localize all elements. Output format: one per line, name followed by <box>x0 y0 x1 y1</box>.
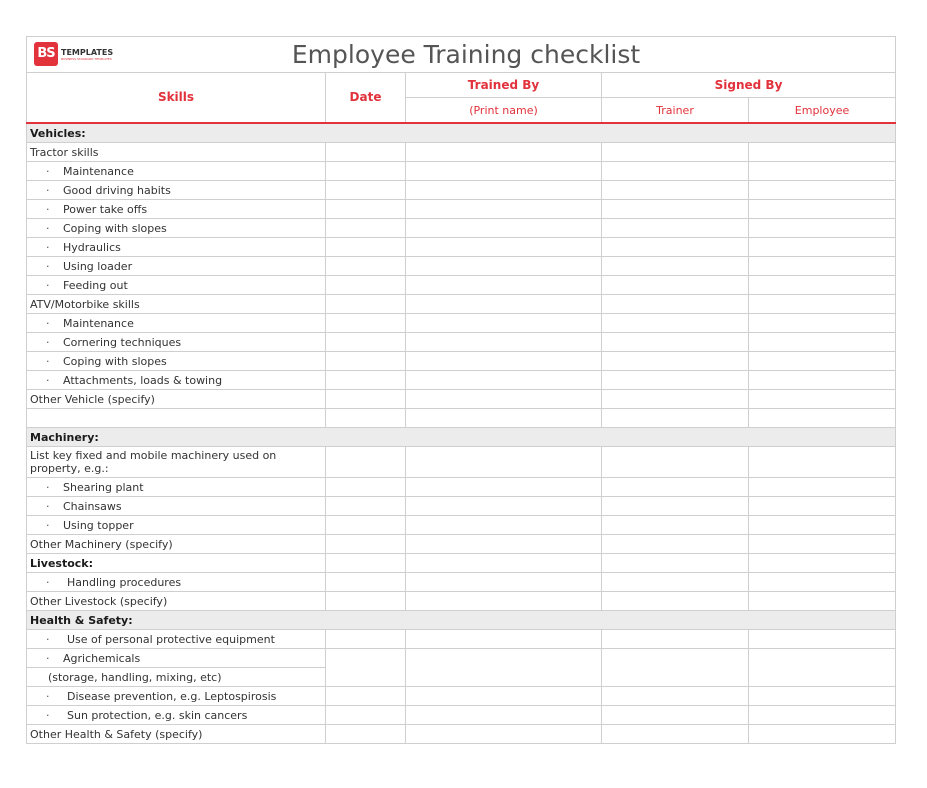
trained-by-cell[interactable] <box>406 649 602 687</box>
skill-label: Other Health & Safety (specify) <box>27 725 326 744</box>
date-cell[interactable] <box>326 200 406 219</box>
date-cell[interactable] <box>326 573 406 592</box>
trained-by-cell[interactable] <box>406 516 602 535</box>
bullet-icon: · <box>46 651 50 665</box>
trained-by-cell[interactable] <box>406 706 602 725</box>
employee-sign-cell[interactable] <box>749 409 896 428</box>
employee-sign-cell[interactable] <box>749 295 896 314</box>
trained-by-cell[interactable] <box>406 687 602 706</box>
trained-by-cell[interactable] <box>406 162 602 181</box>
table-row <box>27 725 896 744</box>
skill-label: List key fixed and mobile machinery used on property, e.g.: <box>27 447 326 478</box>
title-cell <box>27 37 896 73</box>
trainer-sign-cell[interactable] <box>602 276 749 295</box>
table-row <box>27 478 896 497</box>
date-cell[interactable] <box>326 649 406 687</box>
bullet-icon: · <box>46 335 50 349</box>
header-employee: Employee <box>749 98 896 124</box>
trained-by-cell[interactable] <box>406 535 602 554</box>
section-row-machinery <box>27 428 896 447</box>
date-cell[interactable] <box>326 447 406 478</box>
employee-sign-cell[interactable] <box>749 687 896 706</box>
section-label: Vehicles: <box>27 123 896 143</box>
trainer-sign-cell[interactable] <box>602 314 749 333</box>
trainer-sign-cell[interactable] <box>602 257 749 276</box>
employee-sign-cell[interactable] <box>749 143 896 162</box>
table-row <box>27 257 896 276</box>
date-cell[interactable] <box>326 257 406 276</box>
trainer-sign-cell[interactable] <box>602 687 749 706</box>
trainer-sign-cell[interactable] <box>602 592 749 611</box>
section-row-health-safety <box>27 611 896 630</box>
employee-sign-cell[interactable] <box>749 390 896 409</box>
employee-sign-cell[interactable] <box>749 447 896 478</box>
table-row <box>27 219 896 238</box>
date-cell[interactable] <box>326 219 406 238</box>
skill-label: Coping with slopes <box>63 221 167 235</box>
skill-label: Power take offs <box>63 202 148 216</box>
skill-label: Coping with slopes <box>63 354 167 368</box>
employee-sign-cell[interactable] <box>749 725 896 744</box>
page-title: Employee Training checklist <box>291 40 641 69</box>
table-row <box>27 162 896 181</box>
bullet-icon: · <box>46 202 50 216</box>
trainer-sign-cell[interactable] <box>602 200 749 219</box>
bullet-icon: · <box>46 708 50 722</box>
section-label: Machinery: <box>27 428 896 447</box>
date-cell[interactable] <box>326 554 406 573</box>
header-signed-by: Signed By <box>602 73 896 98</box>
employee-sign-cell[interactable] <box>749 478 896 497</box>
table-row <box>27 143 896 162</box>
trained-by-cell[interactable] <box>406 352 602 371</box>
trainer-sign-cell[interactable] <box>602 333 749 352</box>
trained-by-cell[interactable] <box>406 447 602 478</box>
skill-label: Using topper <box>63 518 134 532</box>
employee-sign-cell[interactable] <box>749 592 896 611</box>
skill-label: Cornering techniques <box>63 335 182 349</box>
employee-sign-cell[interactable] <box>749 219 896 238</box>
skill-label: Other Livestock (specify) <box>27 592 326 611</box>
date-cell[interactable] <box>326 162 406 181</box>
skill-label: Tractor skills <box>27 143 326 162</box>
bullet-icon: · <box>46 518 50 532</box>
trained-by-cell[interactable] <box>406 238 602 257</box>
employee-sign-cell[interactable] <box>749 238 896 257</box>
date-cell[interactable] <box>326 535 406 554</box>
employee-sign-cell[interactable] <box>749 276 896 295</box>
table-row <box>27 276 896 295</box>
trained-by-cell[interactable] <box>406 257 602 276</box>
bullet-icon: · <box>46 480 50 494</box>
skill-label: Maintenance <box>63 164 134 178</box>
skill-blank-cell[interactable] <box>27 409 326 428</box>
table-row <box>27 649 896 668</box>
date-cell[interactable] <box>326 497 406 516</box>
trained-by-cell[interactable] <box>406 219 602 238</box>
trainer-sign-cell[interactable] <box>602 516 749 535</box>
trained-by-cell[interactable] <box>406 200 602 219</box>
employee-sign-cell[interactable] <box>749 535 896 554</box>
table-row <box>27 390 896 409</box>
table-row <box>27 630 896 649</box>
trainer-sign-cell[interactable] <box>602 649 749 687</box>
trainer-sign-cell[interactable] <box>602 238 749 257</box>
date-cell[interactable] <box>326 592 406 611</box>
skill-label: Good driving habits <box>63 183 171 197</box>
date-cell[interactable] <box>326 295 406 314</box>
employee-sign-cell[interactable] <box>749 333 896 352</box>
table-row <box>27 497 896 516</box>
table-row <box>27 314 896 333</box>
employee-sign-cell[interactable] <box>749 200 896 219</box>
trained-by-cell[interactable] <box>406 295 602 314</box>
skill-label: Maintenance <box>63 316 134 330</box>
table-row <box>27 516 896 535</box>
section-label: Livestock: <box>27 554 326 573</box>
table-row <box>27 200 896 219</box>
date-cell[interactable] <box>326 478 406 497</box>
table-row <box>27 592 896 611</box>
bullet-icon: · <box>46 575 50 589</box>
employee-sign-cell[interactable] <box>749 162 896 181</box>
logo-mark: BS <box>34 42 58 66</box>
trainer-sign-cell[interactable] <box>602 554 749 573</box>
employee-sign-cell[interactable] <box>749 554 896 573</box>
bullet-icon: · <box>46 373 50 387</box>
logo-tagline: BUSINESS STANDARD TEMPLATES <box>61 56 112 61</box>
table-row <box>27 447 896 478</box>
table-row <box>27 687 896 706</box>
skill-label: Attachments, loads & towing <box>63 373 223 387</box>
trained-by-cell[interactable] <box>406 478 602 497</box>
employee-sign-cell[interactable] <box>749 630 896 649</box>
table-row <box>27 352 896 371</box>
trainer-sign-cell[interactable] <box>602 497 749 516</box>
trainer-sign-cell[interactable] <box>602 409 749 428</box>
date-cell[interactable] <box>326 314 406 333</box>
table-row <box>27 181 896 200</box>
section-row-vehicles <box>27 123 896 143</box>
date-cell[interactable] <box>326 276 406 295</box>
date-cell[interactable] <box>326 333 406 352</box>
skill-label: Feeding out <box>63 278 128 292</box>
table-row <box>27 371 896 390</box>
trainer-sign-cell[interactable] <box>602 706 749 725</box>
date-cell[interactable] <box>326 516 406 535</box>
bullet-icon: · <box>46 632 50 646</box>
table-row <box>27 535 896 554</box>
trained-by-cell[interactable] <box>406 497 602 516</box>
date-cell[interactable] <box>326 725 406 744</box>
trainer-sign-cell[interactable] <box>602 371 749 390</box>
trainer-sign-cell[interactable] <box>602 447 749 478</box>
table-row <box>27 295 896 314</box>
employee-sign-cell[interactable] <box>749 573 896 592</box>
date-cell[interactable] <box>326 238 406 257</box>
section-row-livestock <box>27 554 896 573</box>
employee-sign-cell[interactable] <box>749 706 896 725</box>
skill-label: Handling procedures <box>67 575 182 589</box>
date-cell[interactable] <box>326 390 406 409</box>
bullet-icon: · <box>46 499 50 513</box>
trainer-sign-cell[interactable] <box>602 573 749 592</box>
table-row <box>27 706 896 725</box>
header-skills: Skills <box>27 73 326 124</box>
bullet-icon: · <box>46 259 50 273</box>
trained-by-cell[interactable] <box>406 276 602 295</box>
trainer-sign-cell[interactable] <box>602 219 749 238</box>
trained-by-cell[interactable] <box>406 143 602 162</box>
date-cell[interactable] <box>326 409 406 428</box>
training-checklist-table <box>26 36 896 744</box>
trained-by-cell[interactable] <box>406 592 602 611</box>
bullet-icon: · <box>46 354 50 368</box>
trainer-sign-cell[interactable] <box>602 390 749 409</box>
trained-by-cell[interactable] <box>406 554 602 573</box>
trainer-sign-cell[interactable] <box>602 535 749 554</box>
skill-label: Other Vehicle (specify) <box>27 390 326 409</box>
logo-name: TEMPLATES <box>61 47 114 57</box>
trained-by-cell[interactable] <box>406 725 602 744</box>
trained-by-cell[interactable] <box>406 371 602 390</box>
skill-label: Agrichemicals <box>63 651 141 665</box>
section-label: Health & Safety: <box>27 611 896 630</box>
date-cell[interactable] <box>326 687 406 706</box>
employee-sign-cell[interactable] <box>749 371 896 390</box>
bullet-icon: · <box>46 689 50 703</box>
employee-sign-cell[interactable] <box>749 516 896 535</box>
date-cell[interactable] <box>326 706 406 725</box>
skill-label: Sun protection, e.g. skin cancers <box>67 708 248 722</box>
employee-sign-cell[interactable] <box>749 352 896 371</box>
skill-label: Use of personal protective equipment <box>67 632 275 646</box>
trainer-sign-cell[interactable] <box>602 181 749 200</box>
table-row-blank <box>27 409 896 428</box>
employee-sign-cell[interactable] <box>749 649 896 687</box>
trained-by-cell[interactable] <box>406 630 602 649</box>
employee-sign-cell[interactable] <box>749 257 896 276</box>
trainer-sign-cell[interactable] <box>602 295 749 314</box>
date-cell[interactable] <box>326 630 406 649</box>
bullet-icon: · <box>46 221 50 235</box>
trained-by-cell[interactable] <box>406 181 602 200</box>
header-print-name: (Print name) <box>406 98 602 124</box>
skill-label: ATV/Motorbike skills <box>27 295 326 314</box>
trainer-sign-cell[interactable] <box>602 630 749 649</box>
trained-by-cell[interactable] <box>406 409 602 428</box>
header-trained-by: Trained By <box>406 73 602 98</box>
header-date: Date <box>326 73 406 124</box>
employee-sign-cell[interactable] <box>749 497 896 516</box>
trainer-sign-cell[interactable] <box>602 143 749 162</box>
trainer-sign-cell[interactable] <box>602 352 749 371</box>
date-cell[interactable] <box>326 143 406 162</box>
trained-by-cell[interactable] <box>406 390 602 409</box>
bullet-icon: · <box>46 316 50 330</box>
date-cell[interactable] <box>326 181 406 200</box>
trainer-sign-cell[interactable] <box>602 725 749 744</box>
bullet-icon: · <box>46 164 50 178</box>
table-row <box>27 238 896 257</box>
trained-by-cell[interactable] <box>406 314 602 333</box>
date-cell[interactable] <box>326 352 406 371</box>
skill-label: Using loader <box>63 259 133 273</box>
trainer-sign-cell[interactable] <box>602 162 749 181</box>
skill-label: (storage, handling, mixing, etc) <box>27 668 326 687</box>
date-cell[interactable] <box>326 371 406 390</box>
bullet-icon: · <box>46 183 50 197</box>
skill-label: Shearing plant <box>63 480 144 494</box>
bullet-icon: · <box>46 278 50 292</box>
brand-logo <box>34 42 113 66</box>
trained-by-cell[interactable] <box>406 573 602 592</box>
skill-label: Chainsaws <box>63 499 122 513</box>
skill-label: Other Machinery (specify) <box>27 535 326 554</box>
skill-label: Disease prevention, e.g. Leptospirosis <box>67 689 277 703</box>
bullet-icon: · <box>46 240 50 254</box>
employee-sign-cell[interactable] <box>749 181 896 200</box>
employee-sign-cell[interactable] <box>749 314 896 333</box>
table-row <box>27 573 896 592</box>
skill-label: Hydraulics <box>63 240 121 254</box>
trainer-sign-cell[interactable] <box>602 478 749 497</box>
header-trainer: Trainer <box>602 98 749 124</box>
trained-by-cell[interactable] <box>406 333 602 352</box>
table-row <box>27 333 896 352</box>
